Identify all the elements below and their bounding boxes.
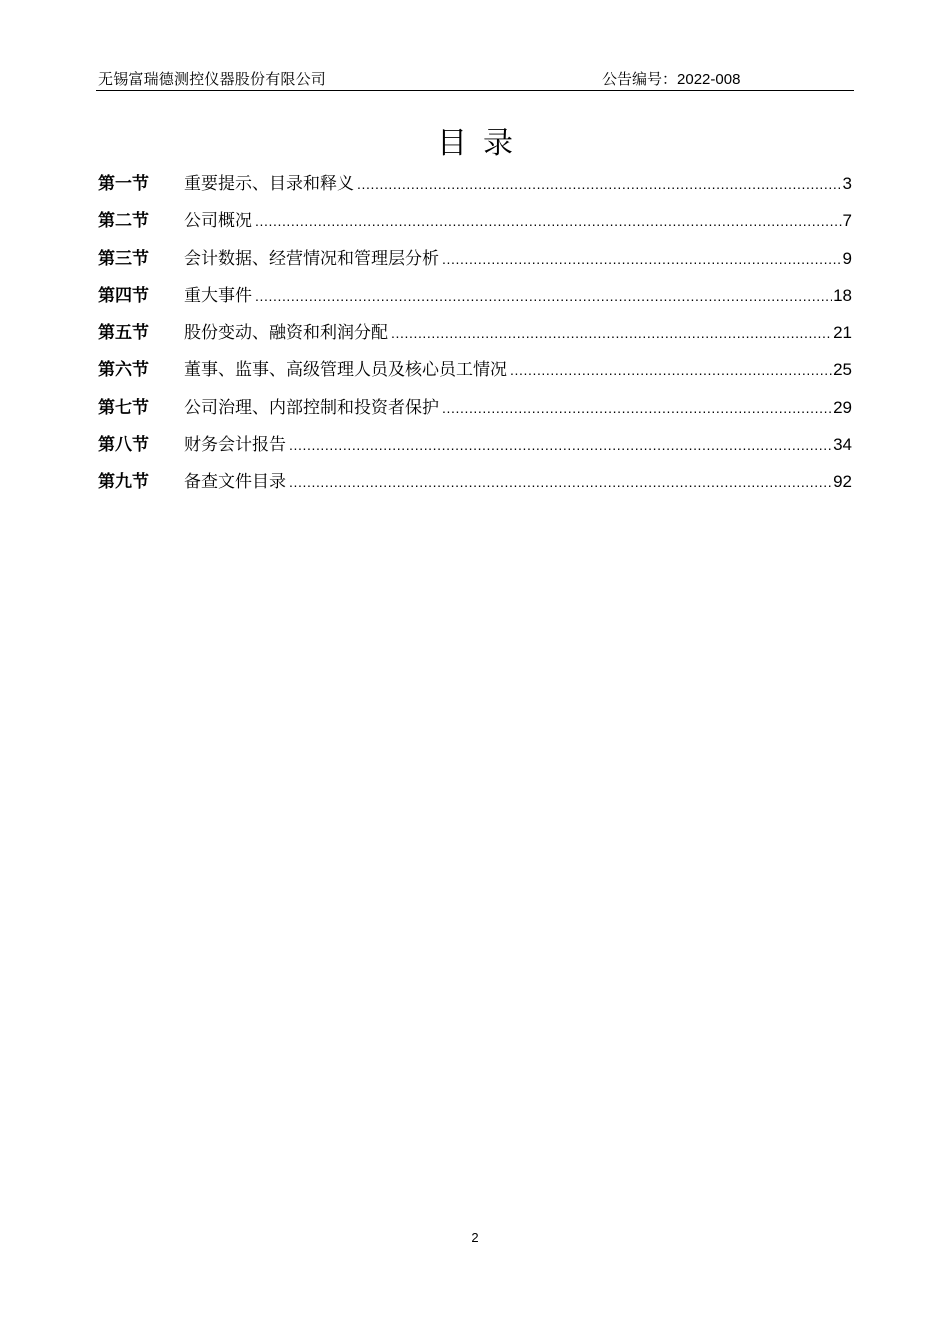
toc-leader-dots [442, 245, 842, 273]
toc-section-title: 公司概况 [184, 211, 252, 232]
toc-entry[interactable] [98, 319, 852, 356]
toc-page-number: 92 [833, 472, 852, 492]
toc-entry[interactable] [98, 207, 852, 244]
toc-section-title: 股份变动、融资和利润分配 [184, 323, 388, 344]
toc-section-title: 公司治理、内部控制和投资者保护 [184, 397, 439, 418]
toc-leader-dots [391, 319, 832, 347]
announcement-id [602, 68, 740, 89]
toc-leader-dots [255, 282, 832, 310]
toc-page-number: 21 [833, 323, 852, 343]
toc-entry[interactable] [98, 170, 852, 207]
company-name: 无锡富瑞德测控仪器股份有限公司 [98, 70, 327, 88]
toc-section-title: 会计数据、经营情况和管理层分析 [184, 248, 439, 269]
toc-page-number: 29 [833, 397, 852, 417]
toc-page-number: 18 [833, 285, 852, 305]
toc-leader-dots [510, 356, 832, 384]
toc-section-number: 第二节 [98, 211, 149, 232]
toc-leader-dots [289, 431, 832, 459]
toc-entry[interactable] [98, 468, 852, 505]
toc-page-number: 34 [833, 435, 852, 455]
toc-section-title: 重要提示、目录和释义 [184, 174, 354, 194]
toc-leader-dots [255, 207, 842, 235]
toc-section-number: 第四节 [98, 285, 149, 306]
page-header [96, 66, 854, 91]
announcement-number: 2022-008 [677, 71, 741, 88]
toc-section-title: 财务会计报告 [184, 435, 286, 456]
toc-entry[interactable] [98, 356, 852, 393]
toc-page-number: 7 [842, 211, 852, 231]
toc-section-number: 第三节 [98, 248, 149, 269]
toc-section-title: 备查文件目录 [184, 472, 286, 493]
toc-page-number: 25 [833, 360, 852, 380]
toc-section-title: 董事、监事、高级管理人员及核心员工情况 [184, 360, 507, 381]
toc-entry[interactable] [98, 282, 852, 319]
toc-section-number: 第一节 [98, 174, 149, 194]
toc-section-number: 第六节 [98, 360, 149, 381]
toc-leader-dots [442, 394, 832, 422]
toc-section-number: 第九节 [98, 472, 149, 493]
page-number: 2 [471, 1230, 479, 1245]
toc-page-number: 3 [842, 174, 852, 193]
toc-leader-dots [357, 170, 842, 198]
toc-entry[interactable] [98, 245, 852, 282]
table-of-contents [98, 170, 852, 506]
toc-section-number: 第五节 [98, 323, 149, 344]
toc-section-number: 第七节 [98, 397, 149, 418]
toc-entry[interactable] [98, 431, 852, 468]
toc-section-number: 第八节 [98, 435, 149, 456]
announcement-label: 公告编号： [602, 70, 678, 88]
toc-page-number: 9 [842, 248, 852, 268]
toc-section-title: 重大事件 [184, 285, 252, 306]
toc-leader-dots [289, 468, 832, 496]
page-title: 目录 [437, 126, 529, 161]
toc-entry[interactable] [98, 394, 852, 431]
